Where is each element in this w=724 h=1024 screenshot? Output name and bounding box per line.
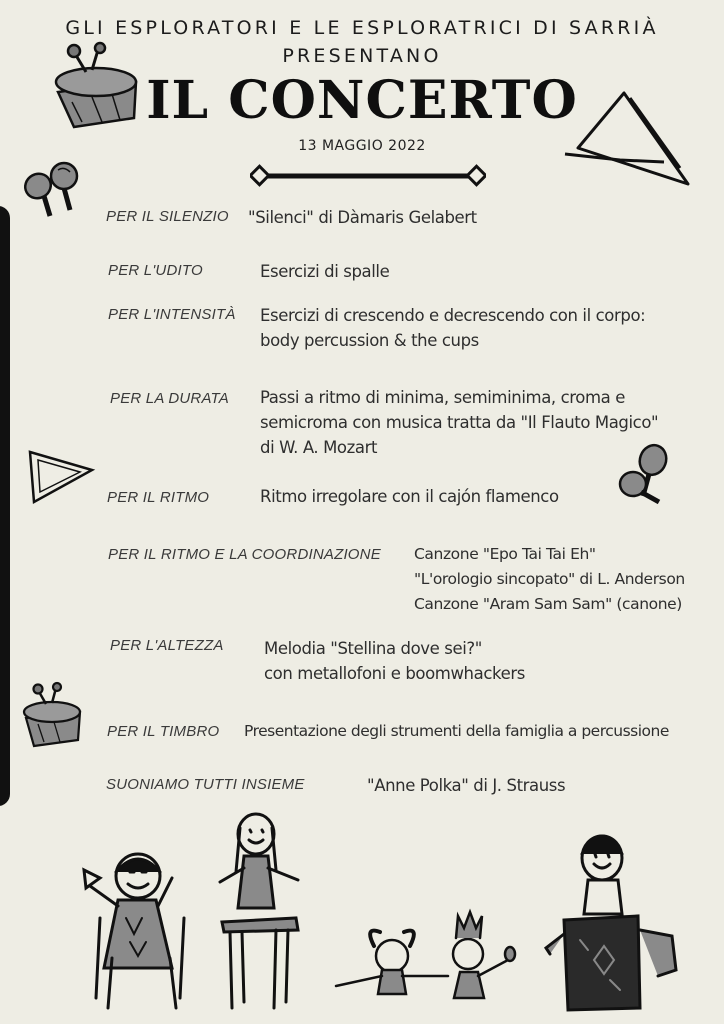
program-desc-silenzio [248,205,477,230]
program-desc-insieme [367,773,565,798]
program-label-insieme: SUONIAMO TUTTI INSIEME [106,776,305,793]
program-desc-timbro [244,719,669,744]
program-desc-udito [260,259,389,284]
presenter-line: GLI ESPLORATORI E LE ESPLORATRICI DI SARRIÀ [65,17,659,39]
desc-line: con metallofoni e boomwhackers [264,664,525,683]
maracas-right-icon [615,440,675,506]
desc-line: Melodia "Stellina dove sei?" [264,639,482,658]
drum-small-icon [22,682,84,750]
desc-line: Presentazione degli strumenti della famiglia a percussione [244,722,669,740]
program-label-ritmo: PER IL RITMO [107,489,210,506]
desc-line: semicroma con musica tratta da "Il Flauto Magico" [260,413,659,432]
program-label-udito: PER L'UDITO [108,262,203,279]
desc-line: Canzone "Epo Tai Tai Eh" [414,545,596,563]
drum-icon [52,42,142,137]
program-label-timbro: PER IL TIMBRO [107,723,220,740]
program-label-altezza: PER L'ALTEZZA [110,637,224,654]
program-desc-ritmo [260,484,559,509]
program-label-silenzio: PER IL SILENZIO [106,208,229,225]
program-label-intensita: PER L'INTENSITÀ [108,306,236,323]
desc-line: Esercizi di crescendo e decrescendo con il corpo: [260,306,646,325]
child-drawing-1 [80,848,190,1013]
left-edge-bar [0,206,10,806]
title-divider [250,163,486,189]
desc-line: Esercizi di spalle [260,262,390,281]
desc-line: "Silenci" di Dàmaris Gelabert [248,208,477,227]
program-desc-altezza [264,636,525,686]
program-desc-durata [260,385,658,460]
maracas-icon [20,158,82,222]
desc-line: "L'orologio sincopato" di L. Anderson [414,570,685,588]
page-title: IL CONCERTO [146,70,578,131]
desc-line: di W. A. Mozart [260,438,378,457]
children-group-drawing [328,898,528,1008]
triangle-icon [560,88,695,188]
desc-line: Ritmo irregolare con il cajón flamenco [260,487,559,506]
desc-line: Passi a ritmo di minima, semiminima, croma e [260,388,625,407]
desc-line: "Anne Polka" di J. Strauss [367,776,566,795]
child-drawing-2 [216,812,304,1012]
program-label-durata: PER LA DURATA [110,390,230,407]
program-desc-coordinazione [414,542,685,617]
program-label-coordinazione: PER IL RITMO E LA COORDINAZIONE [108,546,381,563]
child-with-cajon-drawing [540,830,690,1015]
desc-line: body percussion & the cups [260,331,479,350]
event-date: 13 MAGGIO 2022 [298,138,426,154]
program-desc-intensita [260,303,645,353]
triangle-small-icon [26,448,96,506]
desc-line: Canzone "Aram Sam Sam" (canone) [414,595,682,613]
presentano-line: PRESENTANO [282,45,442,67]
